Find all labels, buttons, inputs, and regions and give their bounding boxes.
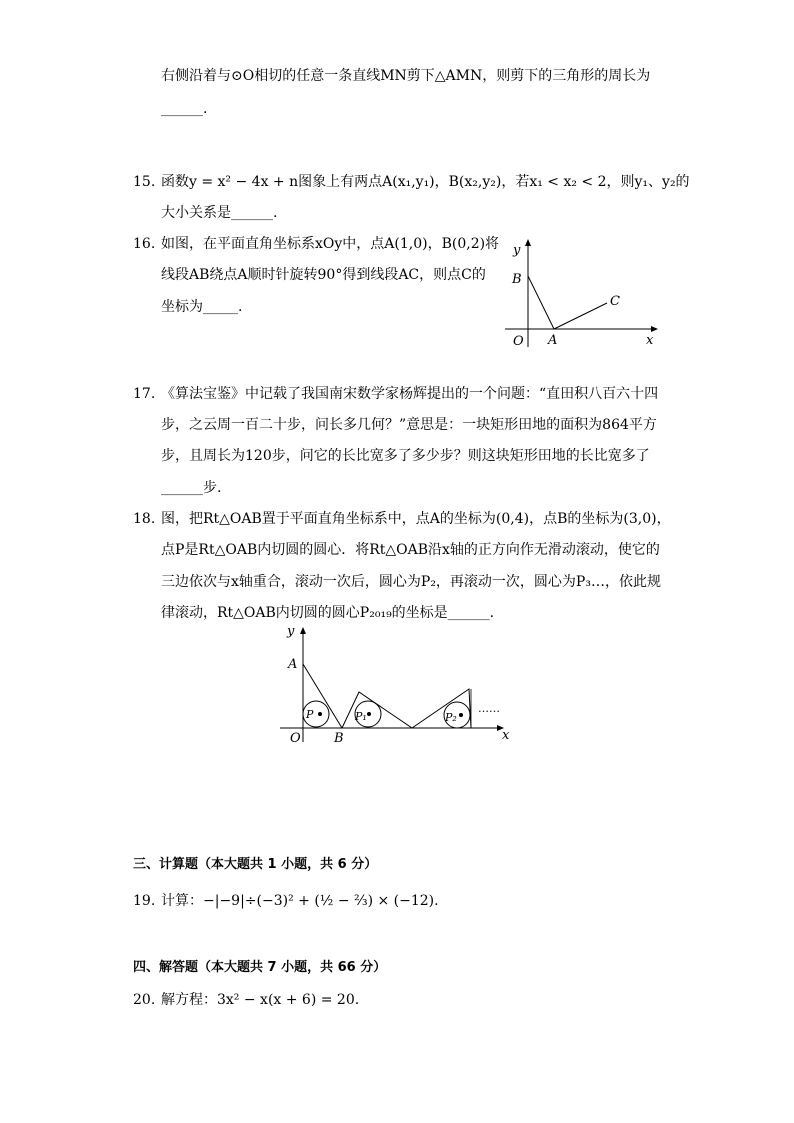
q18-label-dots: …… (478, 702, 500, 715)
q18-label-p1: P₁ (355, 710, 367, 723)
q16-label-y: y (513, 243, 521, 258)
section-3-heading: 三、计算题（本大题共 1 小题，共 6 分） (133, 857, 378, 872)
q18-label-o: O (290, 731, 301, 746)
q16-figure (500, 232, 670, 352)
section-4-heading: 四、解答题（本大题共 7 小题，共 66 分） (133, 960, 387, 975)
q20-text: 解方程：3x² − x(x + 6) = 20. (161, 992, 360, 1008)
q18-center-p (318, 712, 322, 716)
q14-line2: ______. (161, 101, 208, 117)
q16-number: 16. (133, 236, 156, 252)
q17-number: 17. (133, 386, 156, 402)
q18-label-y: y (287, 624, 295, 639)
q16-label-c: C (610, 294, 620, 309)
q18-line2: 点P是Rt△OAB内切圆的圆心．将Rt△OAB沿x轴的正方向作无滑动滚动，使它的 (161, 542, 660, 558)
q16-label-x: x (646, 333, 654, 348)
q15-line1: 函数y = x² − 4x + n图象上有两点A(x₁,y₁)，B(x₂,y₂)，若x₁ < x₂ < 2，则y₁、y₂的 (161, 174, 690, 190)
q18-label-p2: P₂ (445, 711, 457, 724)
q17-line3: 步，且周长为120步，问它的长比宽多了多少步？则这块矩形田地的长比宽多了 (161, 448, 650, 464)
q18-triangle-3 (412, 689, 471, 728)
q15-line2: 大小关系是______. (161, 205, 278, 221)
q18-label-a: A (288, 657, 298, 672)
q18-label-x: x (502, 728, 510, 743)
q18-figure (275, 622, 515, 747)
q18-line3: 三边依次与x轴重合，滚动一次后，圆心为P₂，再滚动一次，圆心为P₃…，依此规 (161, 574, 661, 590)
q19-text: 计算：−|−9|÷(−3)² + (½ − ⅔) × (−12). (161, 893, 439, 909)
q18-number: 18. (133, 511, 156, 527)
q15-number: 15. (133, 174, 156, 190)
q18-line4: 律滚动，Rt△OAB内切圆的圆心P₂₀₁₉的坐标是______. (161, 605, 495, 621)
q16-label-b: B (512, 272, 522, 287)
q16-line3: 坐标为_____. (161, 299, 243, 315)
q17-line2: 步，之云周一百二十步，问长多几何？”意思是：一块矩形田地的面积为864平方 (161, 417, 657, 433)
q16-label-a: A (548, 333, 558, 348)
q16-segment-ab (528, 276, 554, 329)
q18-center-p2 (459, 713, 463, 717)
q16-label-o: O (513, 334, 524, 349)
q16-line2: 线段AB绕点A顺时针旋转90°得到线段AC，则点C的 (161, 267, 486, 283)
q19-number: 19. (133, 893, 156, 909)
q17-line1: 《算法宝鉴》中记载了我国南宋数学家杨辉提出的一个问题：“直田积八百六十四 (161, 386, 659, 402)
q18-label-b: B (334, 731, 344, 746)
q18-line1: 图，把Rt△OAB置于平面直角坐标系中，点A的坐标为(0,4)，点B的坐标为(3,0)， (161, 511, 671, 527)
q18-center-p1 (367, 712, 371, 716)
q16-segment-ac (554, 303, 607, 329)
q20-number: 20. (133, 992, 156, 1008)
q18-label-p: P (306, 708, 314, 721)
q17-line4: ______步. (161, 480, 222, 496)
q18-triangle-2 (342, 692, 412, 728)
q14-line1: 右侧沿着与⊙O相切的任意一条直线MN剪下△AMN，则剪下的三角形的周长为 (161, 68, 651, 84)
q16-line1: 如图，在平面直角坐标系xOy中，点A(1,0)，B(0,2)将 (161, 236, 500, 252)
